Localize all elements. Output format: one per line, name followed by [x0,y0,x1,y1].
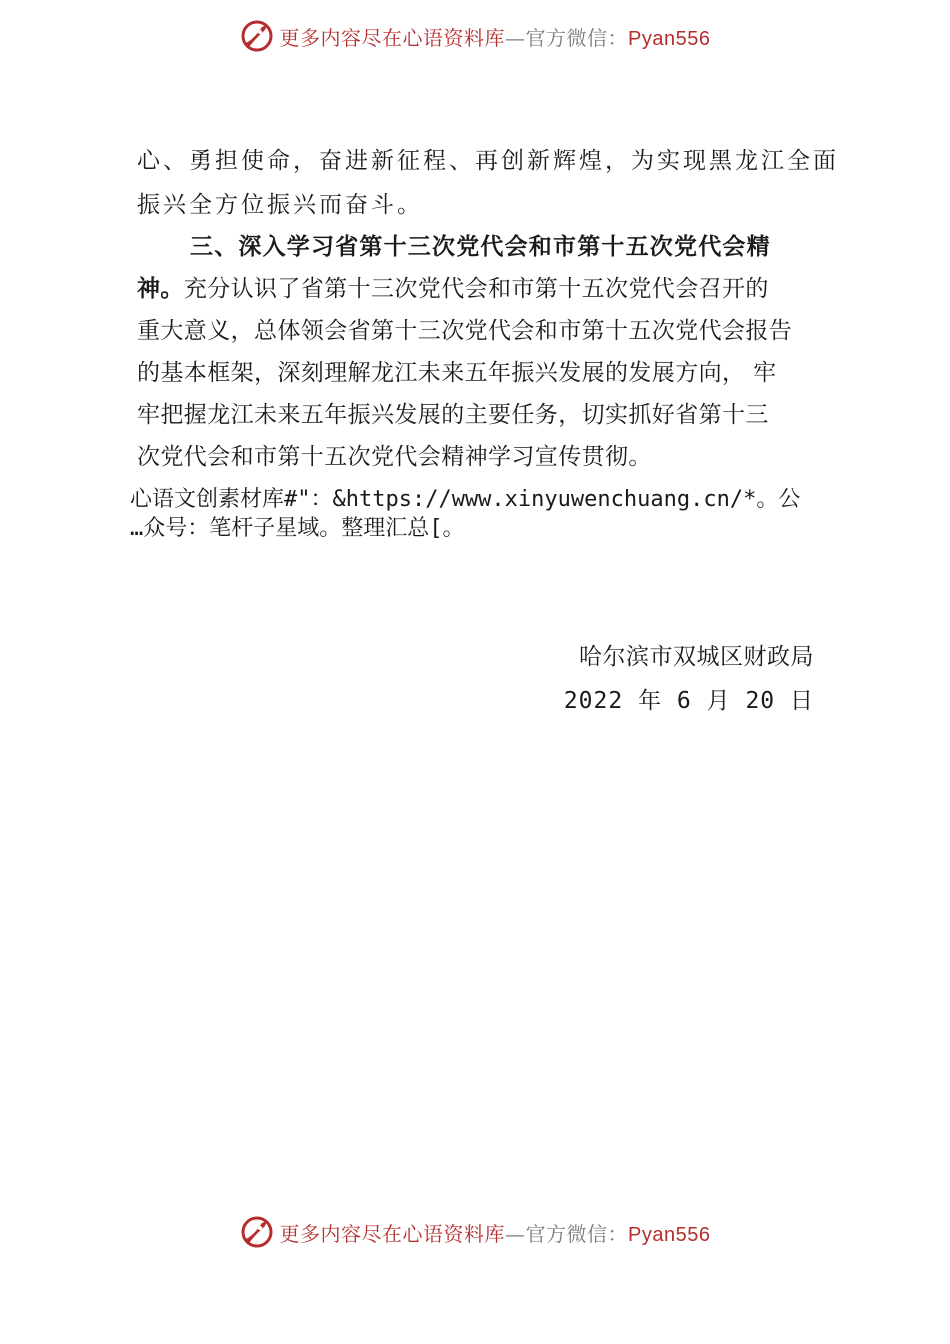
banner-main-text: 更多内容尽在心语资料库 [279,25,506,50]
pen-nib-circle-icon [240,19,274,53]
body-line: 心、勇担使命，奋进新征程、再创新辉煌，为实现黑龙江全面 [137,148,839,174]
signature-organization: 哈尔滨市双城区财政局 [579,644,814,670]
body-line: 的基本框架，深刻理解龙江未来五年振兴发展的发展方向， 牢 [137,360,777,386]
body-line: 振兴全方位振兴而奋斗。 [137,192,423,218]
banner-main-text: 更多内容尽在心语资料库 [279,1221,506,1246]
body-line: 重大意义，总体领会省第十三次党代会和市第十五次党代会报告 [137,318,793,344]
banner-wechat-id: Pyan556 [628,1223,711,1246]
watermark-line: …众号：笔杆子星域。整理汇总[。 [130,516,465,541]
section-heading-tail: 神。 [137,276,184,302]
banner-wechat-label: 官方微信： [525,1221,629,1246]
footer-banner [0,1212,950,1252]
header-banner [0,16,950,56]
banner-wechat-id: Pyan556 [628,27,711,50]
section-heading: 三、深入学习省第十三次党代会和市第十五次党代会精 [190,234,771,260]
body-line [137,274,769,304]
banner-separator: — [505,25,526,50]
body-line: 次党代会和市第十五次党代会精神学习宣传贯彻。 [137,444,652,470]
body-line-text: 充分认识了省第十三次党代会和市第十五次党代会召开的 [183,276,769,302]
banner-wechat-label: 官方微信： [525,25,629,50]
pen-nib-circle-icon [240,1215,274,1249]
banner-text [280,22,711,51]
banner-text [280,1218,711,1247]
watermark-line: 心语文创素材库#"：&https://www.xinyuwenchuang.cn/*。公 [130,487,801,512]
body-line: 牢把握龙江未来五年振兴发展的主要任务，切实抓好省第十三 [137,402,769,428]
signature-date: 2022 年 6 月 20 日 [563,688,814,714]
banner-separator: — [505,1221,526,1246]
